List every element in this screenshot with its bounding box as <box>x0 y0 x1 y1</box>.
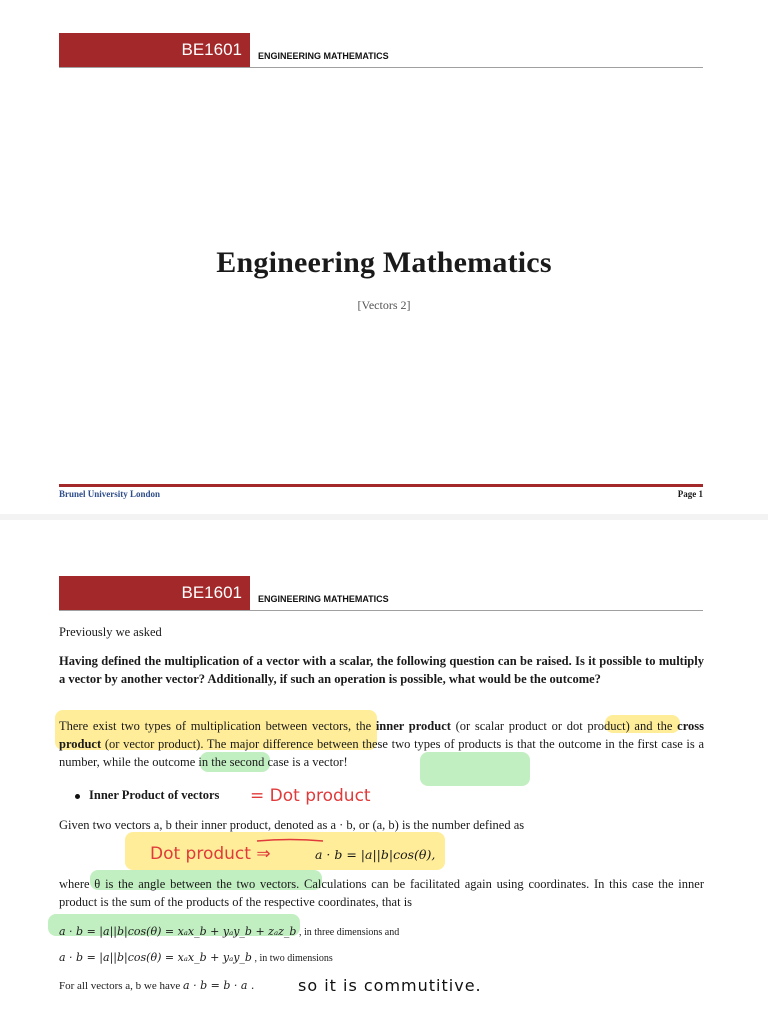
footer-university: Brunel University London <box>59 489 161 499</box>
question-text: Having defined the multiplication of a vector with a scalar, the following question can be raised. Is it possible to multiply a vector by another vector? Additionally, if such an operation is possible, what would be the outcome? <box>59 654 704 686</box>
course-name: ENGINEERING MATHEMATICS <box>258 594 389 604</box>
section-heading: Inner Product of vectors <box>89 788 220 802</box>
page-header <box>59 33 703 68</box>
formula-2d-note: , in two dimensions <box>251 953 333 964</box>
commutative-statement <box>59 977 254 995</box>
course-name: ENGINEERING MATHEMATICS <box>258 51 389 61</box>
formula-2d <box>59 949 333 968</box>
handwritten-dot-product: = Dot product <box>250 786 371 806</box>
section-bullet <box>75 786 219 804</box>
footer-rule <box>59 484 703 487</box>
document-subtitle: [Vectors 2] <box>357 298 411 312</box>
formula-3d-text: a · b = |a||b|cos(θ) = xₐx_b + yₐy_b + zₐz_b <box>59 925 297 938</box>
page-header <box>59 576 703 611</box>
intro-text: Previously we asked <box>59 625 162 639</box>
cross-product-term: cross product <box>59 719 704 751</box>
page-2 <box>0 520 768 1024</box>
formula-2d-text: a · b = |a||b|cos(θ) = xₐx_b + yₐy_b <box>59 951 252 964</box>
footer-page-number: Page 1 <box>677 489 703 499</box>
course-code: BE1601 <box>59 33 250 67</box>
formula-text: a · b = |a||b|cos(θ), <box>315 847 436 862</box>
types-text-b: (or scalar product or dot product) and the <box>450 719 678 733</box>
bullet-icon <box>75 794 80 799</box>
commutative-formula: a · b = b · a . <box>183 979 255 992</box>
handwritten-underline <box>255 838 325 844</box>
types-text-c: (or vector product). The major difference between these two types of products is that the outcome in the first case is a number, while the outcome in the second case is a vector! <box>59 737 704 769</box>
for-all-text: For all vectors a, b we have <box>59 980 184 992</box>
inner-product-term: inner product <box>375 719 451 733</box>
course-code: BE1601 <box>59 576 250 610</box>
formula-3d <box>59 923 399 942</box>
dot-product-formula <box>315 846 435 864</box>
handwritten-commutative-note: so it is commutitive. <box>298 976 482 995</box>
where-text: where θ is the angle between the two vectors. Calculations can be facilitated again using coordinates. In this case the inner product is the sum of the products of the respective coordinates, that is <box>59 877 704 909</box>
document-title: Engineering Mathematics <box>216 246 552 279</box>
types-text-a: There exist two types of multiplication between vectors, the <box>59 719 376 733</box>
handwritten-dot-product-arrow: Dot product ⇒ <box>150 844 271 864</box>
types-paragraph <box>59 717 704 771</box>
given-text: Given two vectors a, b their inner product, denoted as a · b, or (a, b) is the number defined as <box>59 818 525 832</box>
formula-3d-note: , in three dimensions and <box>296 927 400 938</box>
